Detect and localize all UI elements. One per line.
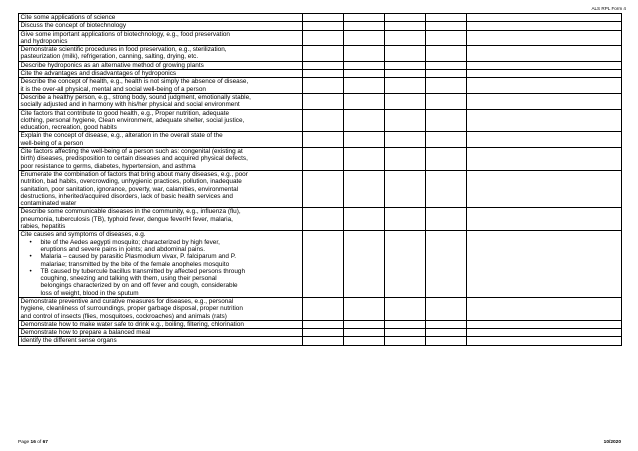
competency-text: Cite some applications of science [20, 14, 116, 21]
rating-cell[interactable] [344, 132, 385, 148]
competency-text: Describe some communicable diseases in the community, e.g., influenza (flu), pneumonia, tuberculosis (TB), typhoid fever, dengue fever/H fever, malaria, rabies, hepatitis [20, 208, 241, 231]
rating-cell[interactable] [303, 231, 344, 298]
rating-cell[interactable] [303, 61, 344, 69]
rating-cell[interactable] [344, 320, 385, 328]
competency-cell [19, 93, 303, 109]
rating-cell[interactable] [344, 231, 385, 298]
table-row [19, 148, 622, 171]
rating-cell[interactable] [303, 170, 344, 207]
rating-cell[interactable] [385, 70, 426, 78]
rating-cell[interactable] [467, 320, 622, 328]
rating-cell[interactable] [467, 61, 622, 69]
rating-cell[interactable] [303, 208, 344, 231]
rating-cell[interactable] [344, 329, 385, 337]
table-row [19, 329, 622, 337]
table-row [19, 61, 622, 69]
competency-cell [19, 70, 303, 78]
table-row [19, 132, 622, 148]
rating-cell[interactable] [467, 93, 622, 109]
rating-cell[interactable] [467, 132, 622, 148]
competency-text: Demonstrate how to prepare a balanced meal [20, 329, 151, 337]
rating-cell[interactable] [385, 109, 426, 132]
rating-cell[interactable] [467, 70, 622, 78]
rating-cell[interactable] [344, 30, 385, 46]
rating-cell[interactable] [426, 70, 467, 78]
rating-cell[interactable] [426, 297, 467, 320]
rating-cell[interactable] [467, 78, 622, 94]
competency-cell [19, 61, 303, 69]
rating-cell[interactable] [385, 231, 426, 298]
rating-cell[interactable] [426, 132, 467, 148]
rating-cell[interactable] [344, 297, 385, 320]
competency-table [18, 13, 622, 346]
rating-cell[interactable] [467, 14, 622, 22]
competency-text: Explain the concept of disease, e.g., alteration in the overall state of the well-being of a person [20, 132, 223, 147]
bullet-item: • bite of the Aedes aegypti mosquito; characterized by high fever, eruptions and severe pains in joints; and abdominal pains. [41, 239, 301, 254]
rating-cell[interactable] [303, 329, 344, 337]
rating-cell[interactable] [426, 231, 467, 298]
rating-cell[interactable] [303, 337, 344, 345]
competency-cell [19, 297, 303, 320]
rating-cell[interactable] [426, 46, 467, 62]
form-label: ALS RPL Form 4 [591, 6, 626, 11]
competency-cell [19, 231, 303, 298]
rating-cell[interactable] [385, 148, 426, 171]
rating-cell[interactable] [385, 170, 426, 207]
competency-cell [19, 132, 303, 148]
rating-cell[interactable] [467, 208, 622, 231]
rating-cell[interactable] [467, 30, 622, 46]
competency-text: Discuss the concept of biotechnology [20, 22, 127, 30]
competency-text: Cite factors affecting the well-being of a person such as: congenital (existing at birth) diseases, predisposition to certain diseases and acquired physical defects, poor resistance to germs, diabetes, hypertension, and asthma [20, 148, 248, 170]
competency-cell [19, 30, 303, 46]
rating-cell[interactable] [467, 22, 622, 30]
competency-text: Give some important applications of biotechnology, e.g., food preservation and hydroponics [20, 30, 230, 45]
bullet-item: • Malaria – caused by parasitic Plasmodium vivax, P. falciparum and P. malariae; transmitted by the bite of the female anopheles mosquito [41, 253, 301, 268]
bullet-item: • TB caused by tubercule bacillus transmitted by affected persons through coughing, sneezing and talking with them, using their personal belongings characterized by on and off fever and cough, considerable loss of weight, blood in the sputum [41, 268, 301, 297]
table-row [19, 320, 622, 328]
rating-cell[interactable] [426, 78, 467, 94]
rating-cell[interactable] [344, 109, 385, 132]
rating-cell[interactable] [385, 46, 426, 62]
table-row [19, 231, 622, 298]
competency-text: Demonstrate scientific procedures in food preservation, e.g., sterilization, pasteurization (milk), refrigeration, canning, salting, drying, etc. [20, 46, 227, 61]
competency-text: Demonstrate how to make water safe to drink e.g., boiling, filtering, chlorination [20, 320, 244, 328]
competency-text: Cite causes and symptoms of diseases, e.g. [20, 231, 146, 239]
competency-text: Cite the advantages and disadvantages of hydroponics [20, 70, 177, 78]
rating-cell[interactable] [385, 297, 426, 320]
table-row [19, 170, 622, 207]
competency-cell [19, 14, 303, 22]
rating-cell[interactable] [344, 337, 385, 345]
table-row [19, 109, 622, 132]
rating-cell[interactable] [467, 148, 622, 171]
competency-cell [19, 109, 303, 132]
rating-cell[interactable] [467, 329, 622, 337]
table-row [19, 30, 622, 46]
rating-cell[interactable] [344, 22, 385, 30]
page-of: of [37, 440, 42, 445]
rating-cell[interactable] [385, 61, 426, 69]
rating-cell[interactable] [344, 148, 385, 171]
rating-cell[interactable] [303, 46, 344, 62]
table-row [19, 297, 622, 320]
rating-cell[interactable] [344, 70, 385, 78]
bullet-list [21, 239, 301, 297]
table-row [19, 46, 622, 62]
rating-cell[interactable] [467, 109, 622, 132]
rating-cell[interactable] [467, 337, 622, 345]
rating-cell[interactable] [426, 30, 467, 46]
rating-cell[interactable] [385, 320, 426, 328]
rating-cell[interactable] [426, 148, 467, 171]
rating-cell[interactable] [426, 170, 467, 207]
rating-cell[interactable] [467, 170, 622, 207]
table-body [19, 14, 622, 346]
table-row [19, 337, 622, 345]
rating-cell[interactable] [426, 329, 467, 337]
rating-cell[interactable] [426, 208, 467, 231]
rating-cell[interactable] [303, 320, 344, 328]
competency-cell [19, 208, 303, 231]
rating-cell[interactable] [303, 70, 344, 78]
rating-cell[interactable] [426, 109, 467, 132]
rating-cell[interactable] [385, 93, 426, 109]
page-indicator [18, 440, 48, 446]
rating-cell[interactable] [303, 22, 344, 30]
competency-text: Enumerate the combination of factors that bring about many diseases, e.g., poor nutrition, bad habits, overcrowding, unhygienic practices, pollution, inadequate sanitation, poor sanitation, ignorance, poverty, war, calamities, environmental destructions, inherited/acquired disorders, lack of basic health services and contaminated water [20, 170, 248, 208]
competency-cell [19, 148, 303, 171]
competency-cell [19, 46, 303, 62]
competency-cell [19, 170, 303, 207]
rating-cell[interactable] [426, 337, 467, 345]
form-date: 10/2020 [603, 440, 621, 445]
rating-cell[interactable] [467, 297, 622, 320]
rating-cell[interactable] [303, 148, 344, 171]
table-row [19, 22, 622, 30]
table-row [19, 93, 622, 109]
competency-text: Describe a healthy person, e.g., strong body, sound judgment, emotionally stable, socially adjusted and in harmony with his/her physical and social environment [20, 93, 251, 109]
table-row [19, 208, 622, 231]
rating-cell[interactable] [426, 320, 467, 328]
competency-cell [19, 78, 303, 94]
rating-cell[interactable] [344, 208, 385, 231]
rating-cell[interactable] [426, 22, 467, 30]
page-prefix: Page [18, 440, 30, 445]
rating-cell[interactable] [344, 14, 385, 22]
competency-text: Identify the different sense organs [20, 337, 117, 345]
rating-cell[interactable] [303, 132, 344, 148]
rating-cell[interactable] [344, 93, 385, 109]
rating-cell[interactable] [303, 93, 344, 109]
rating-cell[interactable] [385, 22, 426, 30]
rating-cell[interactable] [467, 46, 622, 62]
rating-cell[interactable] [426, 93, 467, 109]
rating-cell[interactable] [385, 14, 426, 22]
rating-cell[interactable] [385, 78, 426, 94]
rating-cell[interactable] [385, 329, 426, 337]
rating-cell[interactable] [303, 30, 344, 46]
rating-cell[interactable] [344, 61, 385, 69]
competency-text: Describe hydroponics as an alternative method of growing plants [20, 61, 204, 69]
rating-cell[interactable] [303, 78, 344, 94]
competency-text: Describe the concept of health, e.g., health is not simply the absence of disease, it is the over-all physical, mental and social well-being of a person [20, 78, 249, 93]
rating-cell[interactable] [385, 208, 426, 231]
rating-cell[interactable] [344, 78, 385, 94]
page-total: 67 [42, 440, 48, 445]
rating-cell[interactable] [385, 337, 426, 345]
rating-cell[interactable] [303, 297, 344, 320]
rating-cell[interactable] [426, 14, 467, 22]
rating-cell[interactable] [303, 109, 344, 132]
rating-cell[interactable] [426, 61, 467, 69]
rating-cell[interactable] [385, 30, 426, 46]
competency-cell [19, 329, 303, 337]
competency-cell [19, 22, 303, 30]
competency-cell [19, 320, 303, 328]
rating-cell[interactable] [344, 170, 385, 207]
rating-cell[interactable] [344, 46, 385, 62]
rating-cell[interactable] [303, 14, 344, 22]
competency-cell [19, 337, 303, 345]
competency-text: Cite factors that contribute to good health, e.g., Proper nutrition, adequate clothing, personal hygiene, Clean environment, adequate shelter, social justice, education, recreation, good habits [20, 109, 245, 132]
table-row [19, 14, 622, 22]
table-row [19, 70, 622, 78]
competency-text: Demonstrate preventive and curative measures for diseases, e.g., personal hygiene, cleanliness of surroundings, proper garbage disposal, proper nutrition and control of insects (flies, mosquitoes, cockroaches) and animals (rats) [20, 297, 243, 320]
rating-cell[interactable] [467, 231, 622, 298]
rating-cell[interactable] [385, 132, 426, 148]
page-number: 16 [30, 440, 36, 445]
table-row [19, 78, 622, 94]
